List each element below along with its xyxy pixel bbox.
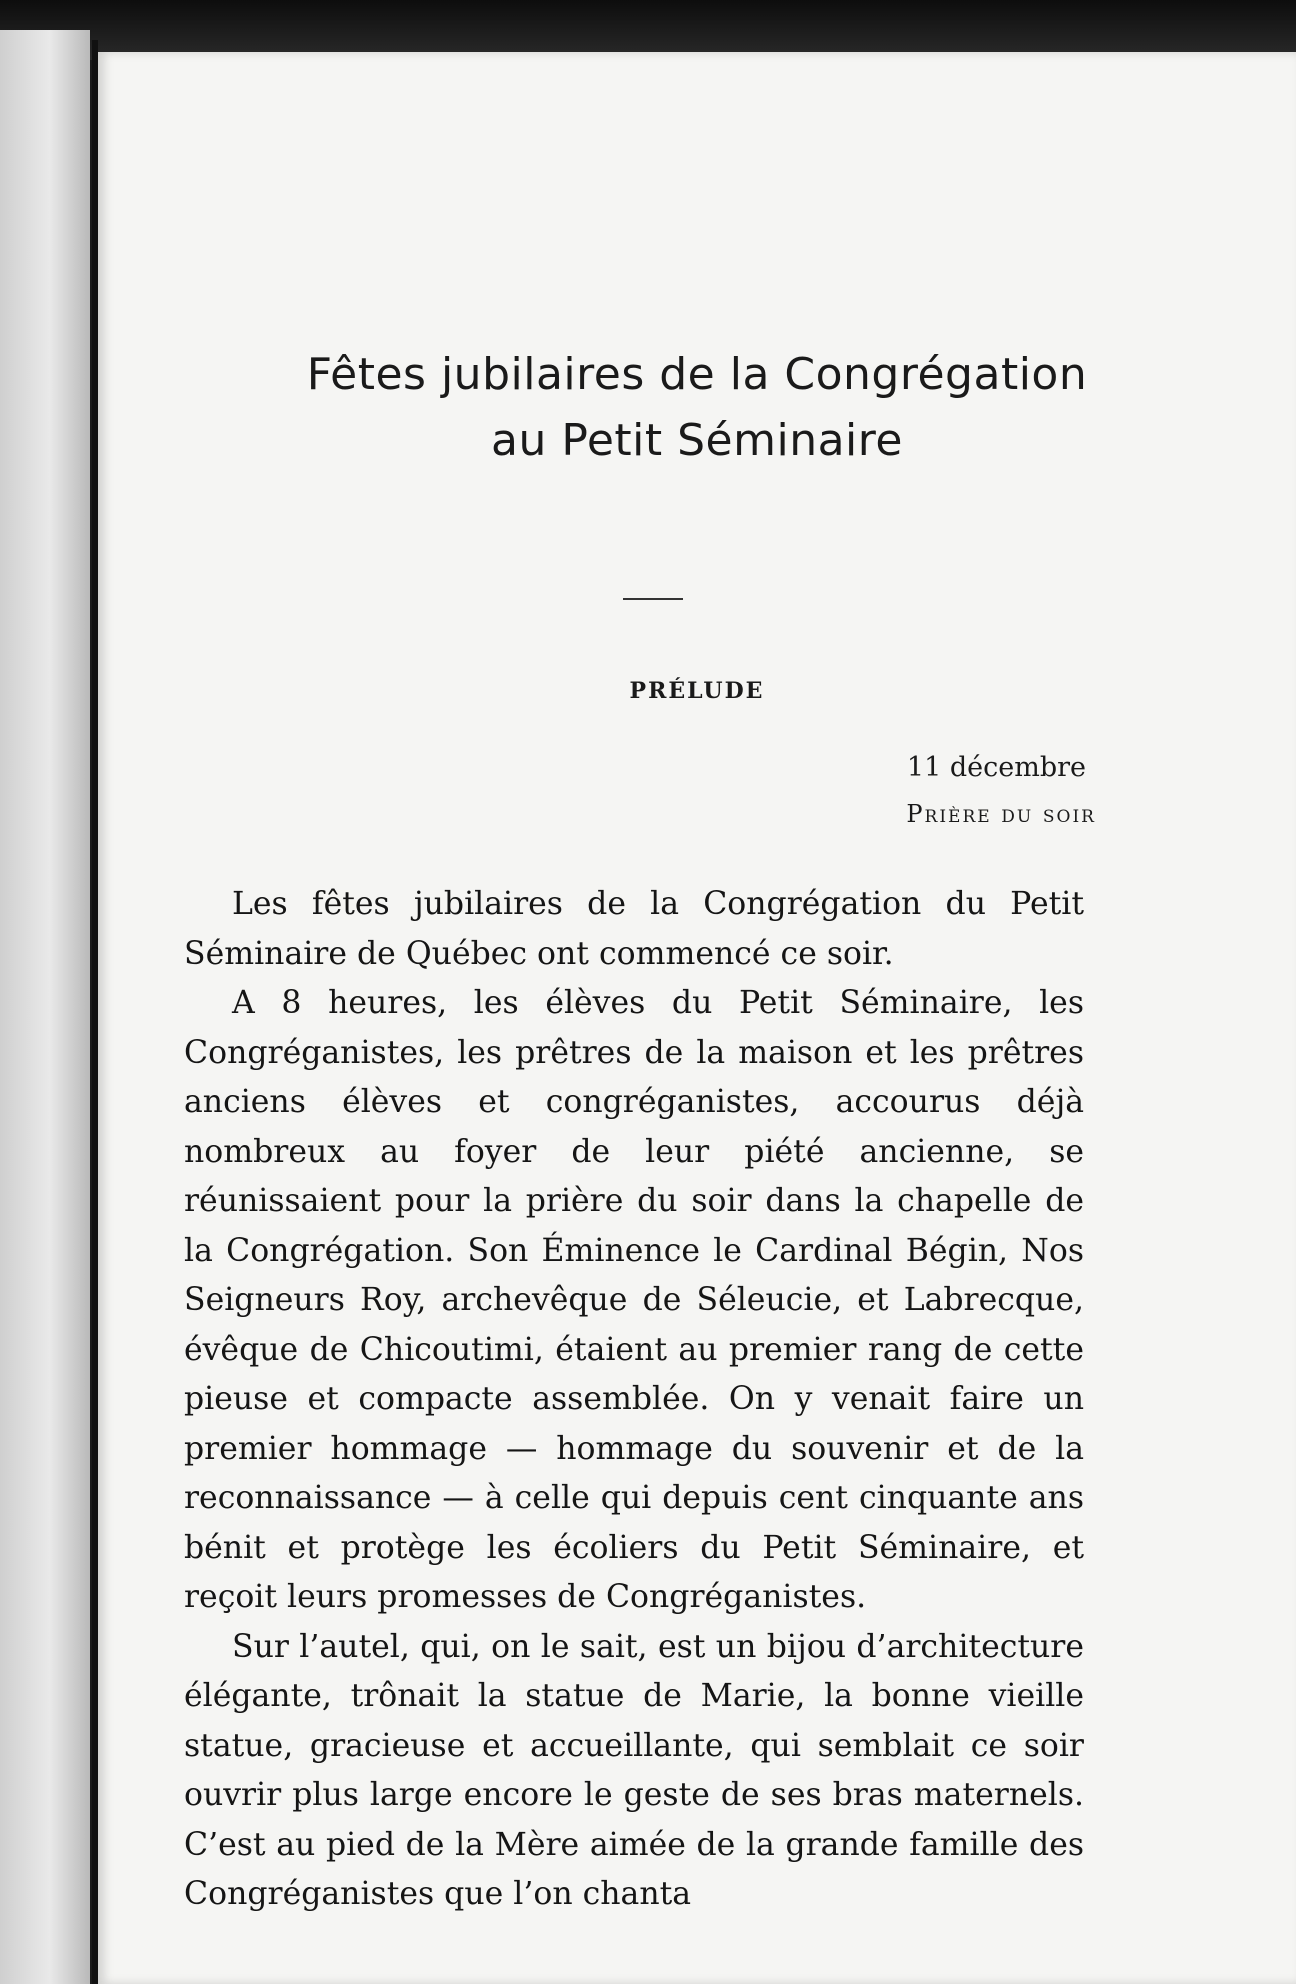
title-divider [623, 598, 683, 600]
section-heading: PRÉLUDE [629, 678, 765, 704]
previous-page-edge [0, 30, 90, 1984]
paragraph-1: Les fêtes jubilaires de la Congrégation du Petit Séminaire de Québec ont commencé ce soir. [184, 886, 1084, 972]
book-page [98, 52, 1296, 1984]
section-subtitle: Prière du soir [906, 800, 1096, 828]
page-title [98, 342, 1296, 474]
body-text [184, 880, 1084, 1920]
scan-border [0, 0, 1296, 60]
page-title-line-1: Fêtes jubilaires de la Congrégation [306, 349, 1088, 400]
date-line: 11 décembre [906, 752, 1086, 783]
paragraph-3: Sur l’autel, qui, on le sait, est un bijou d’architecture élégante, trônait la statue de Marie, la bonne vieille statue, gracieuse et accueillante, qui semblait ce soir ouvrir plus large encore le geste de ses bras maternels. C’est au pied de la Mère aimée de la grande famille des Congréganistes que l’on chanta [184, 1628, 1084, 1912]
paragraph-2: A 8 heures, les élèves du Petit Séminaire, les Congréganistes, les prêtres de la maison et les prêtres anciens élèves et congréganistes, accourus déjà nombreux au foyer de leur piété ancienne, se réunissaient pour la prière du soir dans la chapelle de la Congrégation. Son Éminence le Cardinal Bégin, Nos Seigneurs Roy, archevêque de Séleucie, et Labrecque, évêque de Chicoutimi, étaient au premier rang de cette pieuse et compacte assemblée. On y venait faire un premier hommage — hommage du souvenir et de la reconnaissance — à celle qui depuis cent cinquante ans bénit et protège les écoliers du Petit Séminaire, et reçoit leurs promesses de Congréganistes. [184, 985, 1084, 1615]
page-title-line-2: au Petit Séminaire [491, 415, 903, 466]
